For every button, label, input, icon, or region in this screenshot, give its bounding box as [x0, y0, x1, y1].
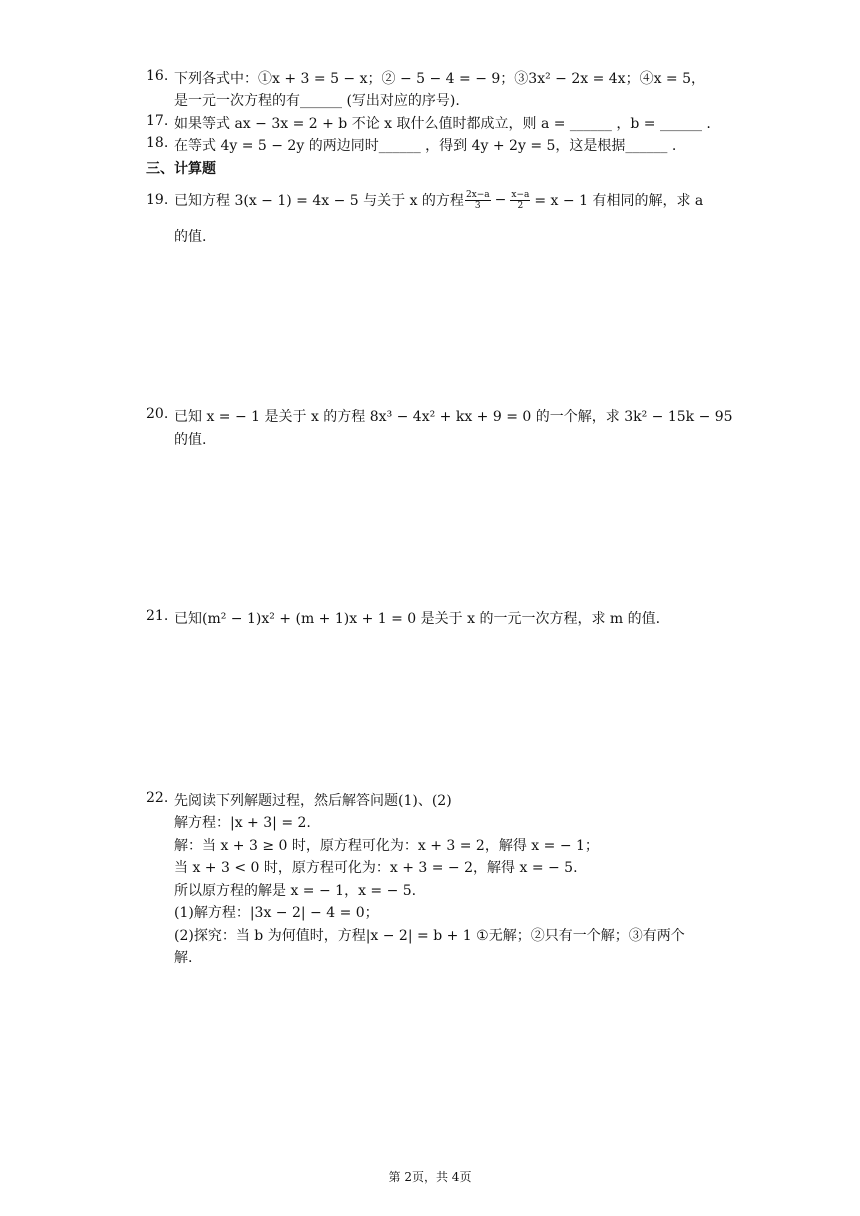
- question-22-number: 22.: [146, 790, 169, 806]
- fraction-1-numerator: 2x−a: [465, 189, 490, 200]
- question-16-line2: 是一元一次方程的有______ (写出对应的序号).: [174, 93, 460, 109]
- question-20-line2: 的值.: [174, 432, 207, 448]
- question-19-line2: 的值.: [174, 229, 207, 245]
- question-22-line: (1)解方程：|3x − 2| − 4 = 0；: [174, 905, 379, 921]
- question-20-line1: 已知 x = − 1 是关于 x 的方程 8x³ − 4x² + kx + 9 = 0 的一个解，求 3k² − 15k − 95: [174, 409, 733, 425]
- question-21-number: 21.: [146, 608, 169, 624]
- question-19-number: 19.: [146, 192, 169, 208]
- fraction-2-denominator: 2: [517, 200, 524, 211]
- section-heading-calculation: 三、计算题: [146, 161, 216, 177]
- page-footer: 第 2页，共 4页: [388, 1170, 472, 1184]
- question-16-number: 16.: [146, 68, 169, 84]
- fraction-1: [465, 190, 491, 211]
- question-21-line1: 已知(m² − 1)x² + (m + 1)x + 1 = 0 是关于 x 的一元一次方程，求 m 的值.: [174, 611, 661, 627]
- question-19-pre: 已知方程 3(x − 1) = 4x − 5 与关于 x 的方程: [174, 193, 464, 209]
- question-16-line1: 下列各式中：①x + 3 = 5 − x；② − 5 − 4 = − 9；③3x² − 2x = 4x；④x = 5，: [174, 71, 706, 87]
- question-18-number: 18.: [146, 135, 169, 151]
- fraction-1-denominator: 3: [474, 200, 481, 211]
- question-19-post: = x − 1 有相同的解，求 a: [534, 193, 704, 209]
- fraction-minus: −: [494, 192, 507, 208]
- question-22-line: 先阅读下列解题过程，然后解答问题(1)、(2): [174, 793, 452, 809]
- question-19-line1: [174, 186, 703, 214]
- fraction-2-numerator: x−a: [511, 189, 530, 200]
- fraction-2: [510, 190, 530, 211]
- question-22-line: 解：当 x + 3 ≥ 0 时，原方程可化为：x + 3 = 2，解得 x = − 1；: [174, 838, 599, 854]
- question-22-line: 所以原方程的解是 x = − 1，x = − 5.: [174, 883, 417, 899]
- question-18-line1: 在等式 4y = 5 − 2y 的两边同时______ ，得到 4y + 2y = 5，这是根据______ .: [174, 138, 677, 154]
- question-17-number: 17.: [146, 113, 169, 129]
- question-20-number: 20.: [146, 406, 169, 422]
- question-22-line: (2)探究：当 b 为何值时，方程|x − 2| = b + 1 ①无解；②只有一个解；③有两个: [174, 928, 685, 944]
- question-17-line1: 如果等式 ax − 3x = 2 + b 不论 x 取什么值时都成立，则 a = ______ ，b = ______ .: [174, 116, 711, 132]
- question-22-line: 解方程：|x + 3| = 2.: [174, 815, 311, 831]
- question-22-line: 解.: [174, 950, 193, 966]
- question-22-line: 当 x + 3 < 0 时，原方程可化为：x + 3 = − 2，解得 x = − 5.: [174, 860, 578, 876]
